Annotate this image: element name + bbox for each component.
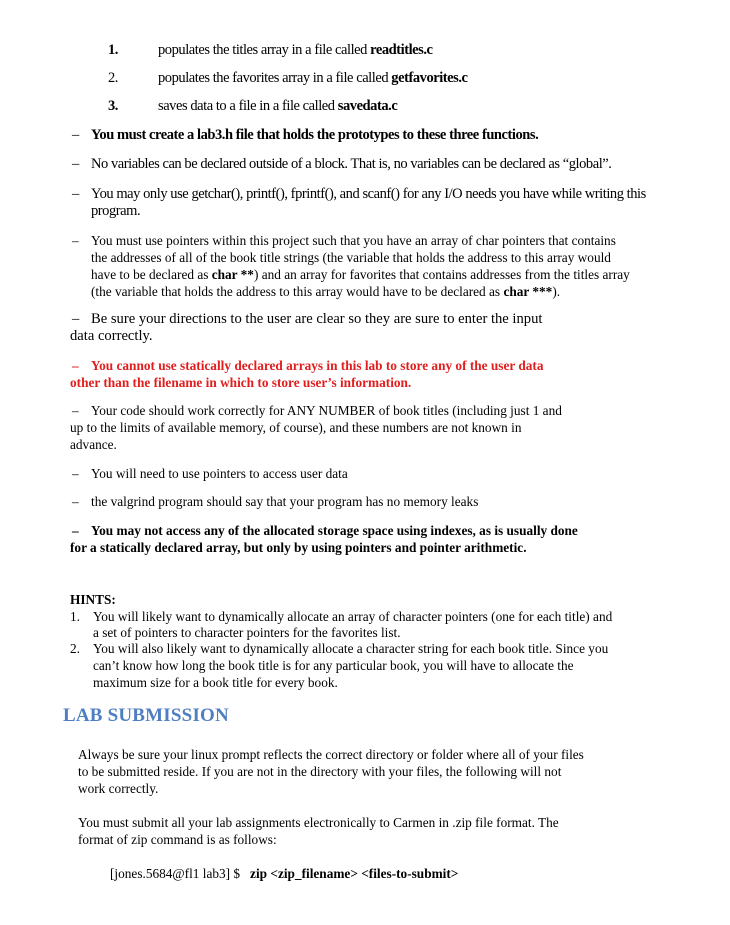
list-number: 2. — [108, 70, 118, 86]
requirement-valgrind: the valgrind program should say that your program has no memory leaks — [91, 494, 479, 509]
requirement-pointers-line: You must use pointers within this project such that you have an array of char pointers that contains — [91, 233, 616, 248]
requirement-indexes-line: You may not access any of the allocated storage space using indexes, as is usually done — [91, 523, 578, 538]
zip-command — [110, 865, 458, 882]
hint-line: You will also likely want to dynamically allocate a character string for each book title. Since you — [93, 641, 609, 656]
filename: savedata.c — [337, 98, 398, 114]
bullet-dash: – — [72, 156, 79, 172]
hint-line: can’t know how long the book title is for any particular book, you will have to allocate the — [93, 658, 574, 673]
bullet-dash: – — [72, 186, 79, 202]
hint-line: a set of pointers to character pointers for the favorites list. — [93, 625, 401, 640]
requirement-static-arrays-line: other than the filename in which to store user’s information. — [70, 375, 412, 390]
shell-prompt: [jones.5684@fl1 lab3] $ — [110, 866, 241, 881]
filename: readtitles.c — [370, 42, 433, 58]
requirement-pointers-line: (the variable that holds the address to this array would have to be declared as char ***). — [91, 284, 561, 299]
list-number: 3. — [108, 98, 118, 114]
list-item: populates the favorites array in a file called getfavorites.c — [158, 70, 468, 86]
filename: getfavorites.c — [391, 70, 468, 86]
hint-line: You will likely want to dynamically allocate an array of character pointers (one for each title) and — [93, 609, 613, 624]
requirement-pointers-line: the addresses of all of the book title strings (the variable that holds the address to this array would — [91, 250, 611, 265]
requirement-any-number-line: up to the limits of available memory, of course), and these numbers are not known in — [70, 420, 522, 435]
requirement-no-global: No variables can be declared outside of a block. That is, no variables can be declared as “global”. — [91, 156, 612, 172]
bullet-dash: – — [72, 233, 79, 248]
bullet-dash: – — [72, 358, 79, 373]
requirement-static-arrays-line: You cannot use statically declared arrays in this lab to store any of the user data — [91, 358, 544, 373]
requirement-any-number-line: Your code should work correctly for ANY NUMBER of book titles (including just 1 and — [91, 403, 562, 418]
section-heading: LAB SUBMISSION — [63, 705, 229, 726]
hint-number: 1. — [70, 609, 80, 624]
requirement-indexes-line: for a statically declared array, but only by using pointers and pointer arithmetic. — [70, 540, 527, 555]
requirement-pointers-line: have to be declared as char **) and an array for favorites that contains addresses from the titles array — [91, 267, 630, 282]
bullet-dash: – — [72, 494, 79, 509]
list-item: populates the titles array in a file called readtitles.c — [158, 42, 433, 58]
requirement-lab3h: You must create a lab3.h file that holds the prototypes to these three functions. — [91, 127, 539, 143]
type-char-pp: char ** — [211, 267, 254, 282]
requirement-directions-line: Be sure your directions to the user are clear so they are sure to enter the input — [91, 311, 543, 327]
list-number: 1. — [108, 42, 118, 58]
zip-command-text: zip <zip_filename> <files-to-submit> — [250, 866, 459, 881]
submission-paragraph-line: You must submit all your lab assignments electronically to Carmen in .zip file format. The — [78, 815, 559, 830]
submission-paragraph-line: work correctly. — [78, 781, 159, 796]
list-item: saves data to a file in a file called savedata.c — [158, 98, 398, 114]
submission-paragraph-line: format of zip command is as follows: — [78, 832, 277, 847]
submission-paragraph-line: to be submitted reside. If you are not in the directory with your files, the following will not — [78, 764, 562, 779]
type-char-ppp: char *** — [503, 284, 553, 299]
requirement-any-number-line: advance. — [70, 437, 117, 452]
hints-title: HINTS: — [70, 592, 116, 607]
requirement-user-data: You will need to use pointers to access user data — [91, 466, 348, 481]
submission-paragraph-line: Always be sure your linux prompt reflects the correct directory or folder where all of your files — [78, 747, 584, 762]
bullet-dash: – — [72, 466, 79, 481]
requirement-io-line: You may only use getchar(), printf(), fprintf(), and scanf() for any I/O needs you have while writing this — [91, 186, 646, 202]
hint-number: 2. — [70, 641, 80, 656]
bullet-dash: – — [72, 127, 79, 143]
bullet-dash: – — [72, 403, 79, 418]
requirement-io-line: program. — [91, 203, 141, 219]
hint-line: maximum size for a book title for every book. — [93, 675, 338, 690]
bullet-dash: – — [72, 311, 80, 327]
requirement-directions-line: data correctly. — [70, 328, 153, 344]
bullet-dash: – — [72, 523, 79, 538]
